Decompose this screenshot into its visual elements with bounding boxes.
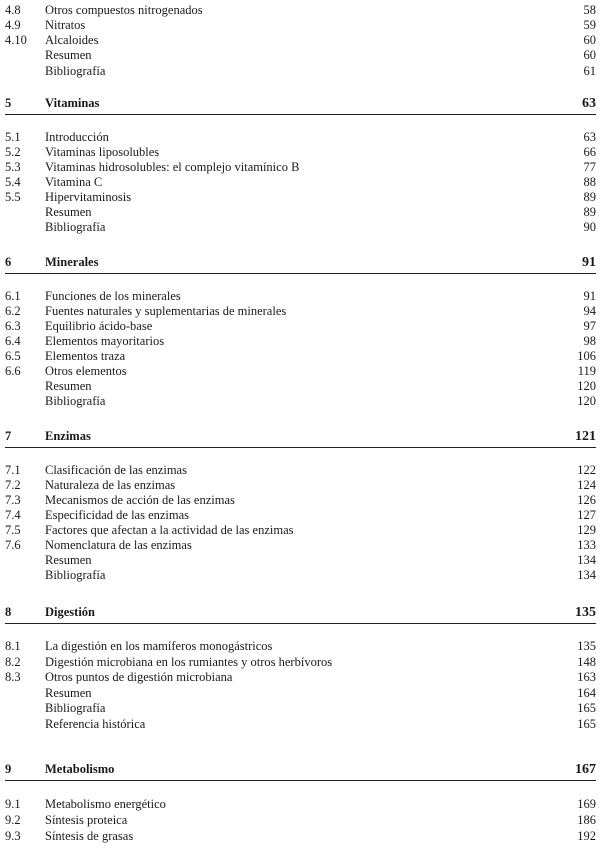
toc-entry <box>0 349 600 364</box>
toc-entry <box>0 334 600 349</box>
toc-entry-number: 7.5 <box>5 523 21 537</box>
toc-entry <box>0 523 600 538</box>
toc-entry-number: 6.5 <box>5 349 21 363</box>
toc-entry-number: 5.4 <box>5 175 21 189</box>
toc-entry <box>0 478 600 493</box>
toc-entry-title: Nitratos <box>45 18 86 32</box>
chapter-heading <box>0 428 600 448</box>
chapter-number: 5 <box>5 96 12 110</box>
toc-entry-number: 7.3 <box>5 493 21 507</box>
chapter-page: 167 <box>575 762 596 777</box>
chapter-page: 135 <box>575 605 596 620</box>
toc-entry-title: Resumen <box>45 205 92 219</box>
toc-entry-title: Metabolismo energético <box>45 797 166 811</box>
toc-entry-page: 163 <box>577 670 596 684</box>
toc-entry-title: Vitaminas liposolubles <box>45 145 160 159</box>
toc-entry <box>0 364 600 379</box>
toc-entry-page: 88 <box>583 175 596 189</box>
chapter-number: 7 <box>5 429 12 443</box>
toc-entry-number: 7.6 <box>5 538 21 552</box>
toc-entry-number: 9.3 <box>5 829 21 843</box>
toc-entry-page: 94 <box>583 304 596 318</box>
toc-entry-number: 5.1 <box>5 130 21 144</box>
toc-entry <box>0 639 600 654</box>
toc-entry-title: Otros elementos <box>45 364 127 378</box>
chapter-page: 63 <box>582 96 596 111</box>
toc-entry <box>0 3 600 18</box>
toc-entry-number: 4.8 <box>5 3 21 17</box>
toc-entry-page: 134 <box>577 553 596 567</box>
toc-entry-page: 120 <box>577 394 596 408</box>
toc-entry <box>0 670 600 685</box>
toc-entry <box>0 493 600 508</box>
toc-entry-number: 7.2 <box>5 478 21 492</box>
toc-entry <box>0 379 600 394</box>
toc-entry-page: 61 <box>583 64 596 78</box>
toc-entry-page: 192 <box>577 829 596 843</box>
toc-entry <box>0 394 600 409</box>
toc-entry-page: 133 <box>577 538 596 552</box>
toc-entry-number: 5.3 <box>5 160 21 174</box>
toc-entry-number: 4.10 <box>5 33 27 47</box>
toc-entry-page: 89 <box>583 190 596 204</box>
toc-entry <box>0 33 600 48</box>
toc-entry-number: 9.2 <box>5 813 21 827</box>
toc-entry-page: 164 <box>577 686 596 700</box>
toc-entry-number: 8.1 <box>5 639 21 653</box>
toc-entry-title: Resumen <box>45 686 92 700</box>
toc-entry <box>0 701 600 716</box>
toc-entry-title: Resumen <box>45 553 92 567</box>
toc-entry-number: 8.2 <box>5 655 21 669</box>
toc-entry-page: 134 <box>577 568 596 582</box>
toc-entry <box>0 463 600 478</box>
toc-entry-title: Bibliografía <box>45 220 106 234</box>
chapter-rule <box>5 114 596 115</box>
toc-entry-page: 98 <box>583 334 596 348</box>
toc-entry <box>0 655 600 670</box>
chapter-rule <box>5 623 596 624</box>
toc-entry-page: 77 <box>583 160 596 174</box>
chapter-number: 6 <box>5 255 12 269</box>
toc-entry-title: Nomenclatura de las enzimas <box>45 538 192 552</box>
toc-entry-title: Fuentes naturales y suplementarias de minerales <box>45 304 287 318</box>
toc-entry <box>0 205 600 220</box>
toc-entry <box>0 304 600 319</box>
chapter-heading <box>0 95 600 115</box>
toc-entry-page: 97 <box>583 319 596 333</box>
toc-entry-number: 6.3 <box>5 319 21 333</box>
chapter-rule <box>5 273 596 274</box>
chapter-rule <box>5 780 596 781</box>
toc-entry-page: 129 <box>577 523 596 537</box>
toc-entry <box>0 64 600 79</box>
chapter-heading <box>0 761 600 781</box>
toc-entry-title: Referencia histórica <box>45 717 146 731</box>
toc-entry-title: Síntesis de grasas <box>45 829 134 843</box>
toc-entry <box>0 319 600 334</box>
toc-entry <box>0 175 600 190</box>
toc-entry-title: Bibliografía <box>45 394 106 408</box>
chapter-title: Digestión <box>45 605 95 619</box>
toc-entry <box>0 145 600 160</box>
toc-entry-number: 6.2 <box>5 304 21 318</box>
chapter-title: Enzimas <box>45 429 91 443</box>
toc-entry-page: 66 <box>583 145 596 159</box>
toc-entry <box>0 686 600 701</box>
toc-entry-title: Resumen <box>45 48 92 62</box>
toc-entry-title: Elementos traza <box>45 349 126 363</box>
toc-entry-page: 63 <box>583 130 596 144</box>
chapter-heading <box>0 604 600 624</box>
toc-entry-number: 6.1 <box>5 289 21 303</box>
toc-entry-title: Vitaminas hidrosolubles: el complejo vitamínico B <box>45 160 300 174</box>
toc-entry-title: Factores que afectan a la actividad de las enzimas <box>45 523 294 537</box>
toc-entry <box>0 717 600 732</box>
toc-entry-title: Mecanismos de acción de las enzimas <box>45 493 235 507</box>
toc-entry-page: 59 <box>583 18 596 32</box>
toc-entry-page: 127 <box>577 508 596 522</box>
toc-entry <box>0 220 600 235</box>
toc-entry-page: 120 <box>577 379 596 393</box>
toc-entry-title: Equilibrio ácido-base <box>45 319 153 333</box>
toc-entry <box>0 538 600 553</box>
toc-entry <box>0 48 600 63</box>
chapter-title: Vitaminas <box>45 96 100 110</box>
toc-entry-page: 119 <box>577 364 596 378</box>
toc-entry-title: Otros puntos de digestión microbiana <box>45 670 233 684</box>
chapter-title: Minerales <box>45 255 99 269</box>
toc-entry-page: 60 <box>583 48 596 62</box>
toc-entry-title: Naturaleza de las enzimas <box>45 478 176 492</box>
toc-entry-page: 148 <box>577 655 596 669</box>
chapter-rule <box>5 447 596 448</box>
toc-entry-title: Bibliografía <box>45 64 106 78</box>
toc-entry-page: 169 <box>577 797 596 811</box>
toc-entry-number: 4.9 <box>5 18 21 32</box>
toc-entry-number: 5.2 <box>5 145 21 159</box>
toc-entry-number: 5.5 <box>5 190 21 204</box>
chapter-title: Metabolismo <box>45 762 115 776</box>
toc-entry-title: Otros compuestos nitrogenados <box>45 3 203 17</box>
toc-entry-page: 106 <box>577 349 596 363</box>
toc-entry-title: Alcaloides <box>45 33 99 47</box>
toc-entry-page: 165 <box>577 717 596 731</box>
toc-entry-number: 6.6 <box>5 364 21 378</box>
toc-entry <box>0 813 600 828</box>
toc-entry <box>0 130 600 145</box>
chapter-number: 8 <box>5 605 12 619</box>
toc-entry-page: 91 <box>583 289 596 303</box>
toc-entry <box>0 289 600 304</box>
toc-entry-number: 7.4 <box>5 508 21 522</box>
toc-entry-title: Síntesis proteica <box>45 813 128 827</box>
toc-entry-page: 90 <box>583 220 596 234</box>
toc-entry-title: Bibliografía <box>45 568 106 582</box>
toc-entry-number: 6.4 <box>5 334 21 348</box>
toc-entry-title: La digestión en los mamíferos monogástricos <box>45 639 273 653</box>
toc-entry-page: 135 <box>577 639 596 653</box>
toc-entry-page: 124 <box>577 478 596 492</box>
toc-entry <box>0 829 600 844</box>
toc-entry-page: 165 <box>577 701 596 715</box>
chapter-heading <box>0 254 600 274</box>
toc-entry <box>0 508 600 523</box>
toc-entry-page: 89 <box>583 205 596 219</box>
toc-entry-title: Elementos mayoritarios <box>45 334 165 348</box>
toc-entry-page: 60 <box>583 33 596 47</box>
toc-entry-title: Clasificación de las enzimas <box>45 463 187 477</box>
toc-entry-title: Digestión microbiana en los rumiantes y otros herbívoros <box>45 655 333 669</box>
toc-entry-number: 7.1 <box>5 463 21 477</box>
toc-entry <box>0 18 600 33</box>
toc-entry-page: 58 <box>583 3 596 17</box>
toc-entry-title: Resumen <box>45 379 92 393</box>
chapter-page: 121 <box>575 429 596 444</box>
toc-entry-number: 9.1 <box>5 797 21 811</box>
toc-entry-title: Especificidad de las enzimas <box>45 508 190 522</box>
toc-entry <box>0 160 600 175</box>
toc-entry-title: Hipervitaminosis <box>45 190 132 204</box>
toc-entry-title: Bibliografía <box>45 701 106 715</box>
toc-entry-page: 186 <box>577 813 596 827</box>
toc-entry-title: Introducción <box>45 130 109 144</box>
toc-entry <box>0 568 600 583</box>
chapter-number: 9 <box>5 762 12 776</box>
toc-entry-number: 8.3 <box>5 670 21 684</box>
toc-entry-title: Vitamina C <box>45 175 103 189</box>
chapter-page: 91 <box>582 255 596 270</box>
toc-entry-page: 122 <box>577 463 596 477</box>
toc-entry <box>0 190 600 205</box>
toc-entry <box>0 553 600 568</box>
toc-entry-title: Funciones de los minerales <box>45 289 181 303</box>
toc-entry-page: 126 <box>577 493 596 507</box>
toc-entry <box>0 797 600 812</box>
